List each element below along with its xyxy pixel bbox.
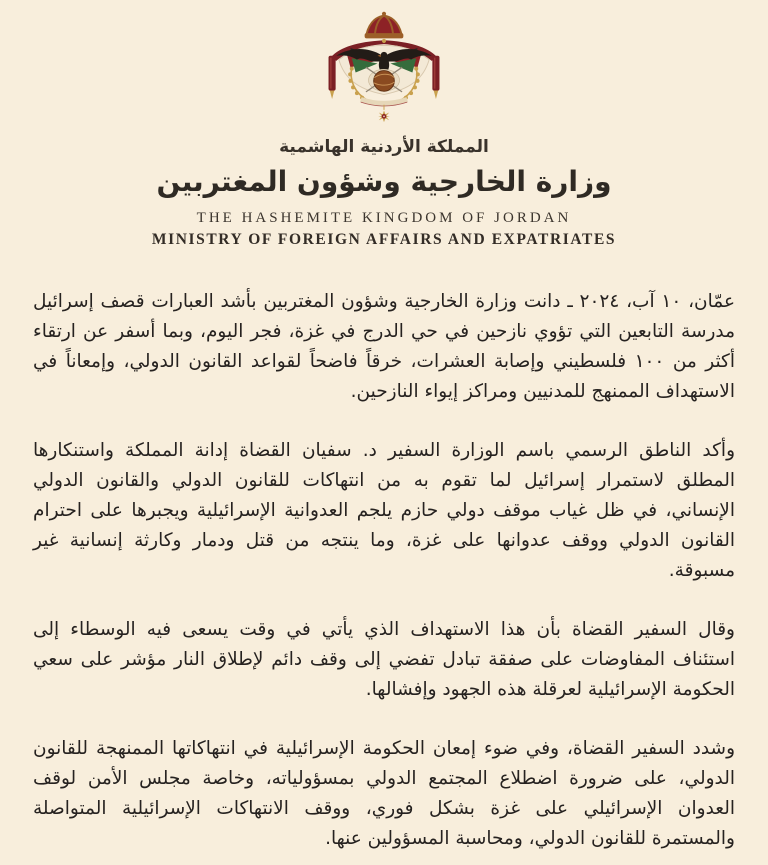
ministry-name-arabic-calligraphy: وزارة الخارجية وشؤون المغتربين [156,165,612,198]
order-medal-icon [378,105,390,122]
crown-icon [365,12,404,39]
statement-paragraph-3: وقال السفير القضاة بأن هذا الاستهداف الذي يأتي في وقت يسعى فيه الوسطاء إلى استئناف المفاوضات على صفقة تبادل تفضي إلى وقف دائم لإطلاق النار مؤشر على سعي الحكومة الإسرائيلية لعرقلة هذه الجهود وإفشالها. [33,618,735,700]
emblem-container [0,8,768,137]
kingdom-name-english: THE HASHEMITE KINGDOM OF JORDAN [196,209,572,226]
statement-body [0,249,768,854]
statement-paragraph-4: وشدد السفير القضاة، وفي ضوء إمعان الحكومة الإسرائيلية في انتهاكاتها الممنهجة للقانون الدولي، على ضرورة اضطلاع المجتمع الدولي بمسؤولياته، وخاصة مجلس الأمن لوقف العدوان الإسرائيلي على غزة بشكل فوري، ووقف الانتهاكات الإسرائيلية المتواصلة والمستمرة للقانون الدولي، ومحاسبة المسؤولين عنها. [33,737,735,849]
ministry-letterhead [0,0,768,249]
globe-and-shield-icon [366,67,402,92]
ministry-name-english: MINISTRY OF FOREIGN AFFAIRS AND EXPATRIATES [151,230,617,248]
jordan-royal-coat-of-arms-icon [313,8,455,137]
statement-paragraph-1: عمّان، ١٠ آب، ٢٠٢٤ ـ دانت وزارة الخارجية وشؤون المغتربين بأشد العبارات قصف إسرائيل مدرسة التابعين التي تؤوي نازحين في حي الدرج في غزة، فجر اليوم، وبما أسفر عن ارتقاء أكثر من ١٠٠ فلسطيني وإصابة العشرات، خرقاً فاضحاً لقواعد القانون الدولي، وإمعاناً في الاستهداف الممنهج للمدنيين ومراكز إيواء النازحين. [33,290,735,402]
statement-paragraph-2: وأكد الناطق الرسمي باسم الوزارة السفير د. سفيان القضاة إدانة المملكة واستنكارها المطلق لاستمرار إسرائيل لما تقوم به من انتهاكات للقانون الدولي والقانون الدولي الإنساني، في ظل غياب موقف دولي حازم يلجم العدوانية الإسرائيلية ويجبرها على احترام القانون الدولي ووقف عدوانها على غزة، وما ينتجه من قتل ودمار وكارثة إنسانية غير مسبوقة. [33,439,735,581]
kingdom-name-arabic: المملكة الأردنية الهاشمية [279,137,489,157]
